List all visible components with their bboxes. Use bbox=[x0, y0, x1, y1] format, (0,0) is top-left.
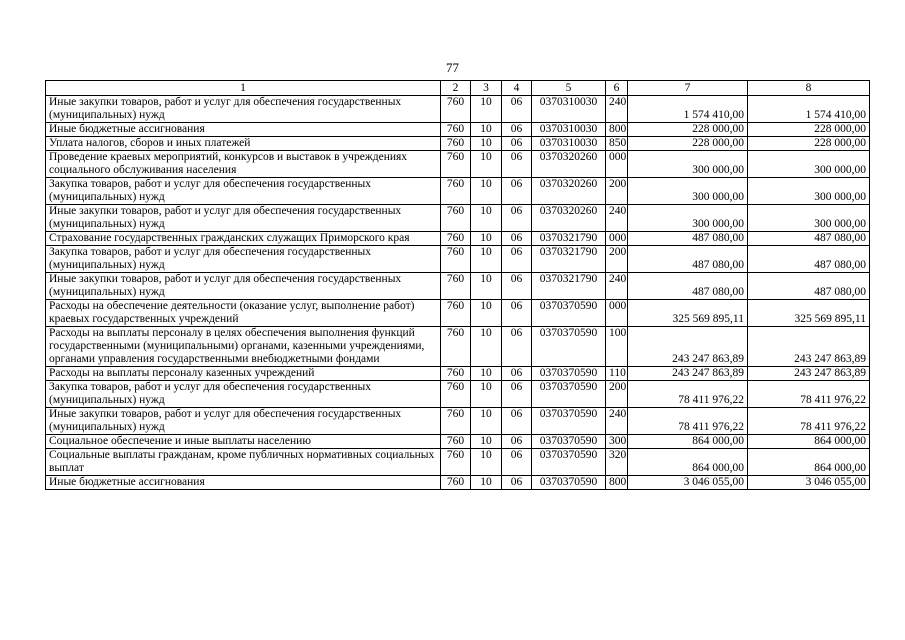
table-row bbox=[46, 205, 870, 232]
table-row bbox=[46, 367, 870, 381]
code-cell: 240 bbox=[606, 408, 628, 435]
code-cell: 800 bbox=[606, 123, 628, 137]
code-cell: 0370320260 bbox=[532, 178, 606, 205]
code-cell: 0370321790 bbox=[532, 273, 606, 300]
header-cell: 2 bbox=[441, 81, 471, 96]
code-cell: 760 bbox=[441, 449, 471, 476]
amount-cell: 325 569 895,11 bbox=[628, 300, 748, 327]
code-cell: 10 bbox=[471, 232, 502, 246]
code-cell: 760 bbox=[441, 408, 471, 435]
header-cell: 5 bbox=[532, 81, 606, 96]
code-cell: 06 bbox=[502, 246, 532, 273]
table-row bbox=[46, 232, 870, 246]
amount-cell: 487 080,00 bbox=[748, 273, 870, 300]
code-cell: 000 bbox=[606, 151, 628, 178]
code-cell: 06 bbox=[502, 96, 532, 123]
code-cell: 760 bbox=[441, 273, 471, 300]
table-row bbox=[46, 178, 870, 205]
code-cell: 10 bbox=[471, 381, 502, 408]
amount-cell: 864 000,00 bbox=[628, 449, 748, 476]
code-cell: 760 bbox=[441, 300, 471, 327]
amount-cell: 228 000,00 bbox=[628, 123, 748, 137]
amount-cell: 3 046 055,00 bbox=[628, 476, 748, 490]
code-cell: 850 bbox=[606, 137, 628, 151]
code-cell: 06 bbox=[502, 408, 532, 435]
table-row bbox=[46, 381, 870, 408]
code-cell: 10 bbox=[471, 273, 502, 300]
code-cell: 06 bbox=[502, 137, 532, 151]
row-name-cell: Иные закупки товаров, работ и услуг для обеспечения государственных (муниципальных) нужд bbox=[46, 273, 441, 300]
code-cell: 200 bbox=[606, 381, 628, 408]
amount-cell: 325 569 895,11 bbox=[748, 300, 870, 327]
code-cell: 06 bbox=[502, 381, 532, 408]
code-cell: 0370310030 bbox=[532, 123, 606, 137]
amount-cell: 487 080,00 bbox=[628, 273, 748, 300]
code-cell: 760 bbox=[441, 205, 471, 232]
header-cell: 7 bbox=[628, 81, 748, 96]
code-cell: 200 bbox=[606, 246, 628, 273]
code-cell: 760 bbox=[441, 123, 471, 137]
amount-cell: 243 247 863,89 bbox=[628, 327, 748, 367]
amount-cell: 300 000,00 bbox=[628, 178, 748, 205]
amount-cell: 864 000,00 bbox=[748, 449, 870, 476]
code-cell: 10 bbox=[471, 300, 502, 327]
amount-cell: 300 000,00 bbox=[748, 205, 870, 232]
row-name-cell: Закупка товаров, работ и услуг для обеспечения государственных (муниципальных) нужд bbox=[46, 178, 441, 205]
header-cell: 1 bbox=[46, 81, 441, 96]
table-row bbox=[46, 137, 870, 151]
code-cell: 240 bbox=[606, 273, 628, 300]
table-row bbox=[46, 123, 870, 137]
code-cell: 0370310030 bbox=[532, 137, 606, 151]
code-cell: 760 bbox=[441, 178, 471, 205]
code-cell: 240 bbox=[606, 205, 628, 232]
code-cell: 760 bbox=[441, 137, 471, 151]
code-cell: 06 bbox=[502, 123, 532, 137]
table-row bbox=[46, 476, 870, 490]
code-cell: 0370370590 bbox=[532, 300, 606, 327]
code-cell: 10 bbox=[471, 476, 502, 490]
code-cell: 0370370590 bbox=[532, 476, 606, 490]
table-row bbox=[46, 327, 870, 367]
row-name-cell: Закупка товаров, работ и услуг для обеспечения государственных (муниципальных) нужд bbox=[46, 246, 441, 273]
table-row bbox=[46, 449, 870, 476]
code-cell: 06 bbox=[502, 449, 532, 476]
amount-cell: 1 574 410,00 bbox=[628, 96, 748, 123]
page-number: 77 bbox=[446, 60, 459, 75]
amount-cell: 487 080,00 bbox=[628, 232, 748, 246]
amount-cell: 3 046 055,00 bbox=[748, 476, 870, 490]
amount-cell: 78 411 976,22 bbox=[748, 381, 870, 408]
row-name-cell: Иные закупки товаров, работ и услуг для обеспечения государственных (муниципальных) нужд bbox=[46, 408, 441, 435]
code-cell: 0370370590 bbox=[532, 367, 606, 381]
table-row bbox=[46, 96, 870, 123]
code-cell: 10 bbox=[471, 178, 502, 205]
code-cell: 0370321790 bbox=[532, 232, 606, 246]
code-cell: 0370370590 bbox=[532, 435, 606, 449]
code-cell: 760 bbox=[441, 476, 471, 490]
code-cell: 10 bbox=[471, 123, 502, 137]
table-row bbox=[46, 151, 870, 178]
code-cell: 10 bbox=[471, 367, 502, 381]
code-cell: 0370310030 bbox=[532, 96, 606, 123]
row-name-cell: Иные бюджетные ассигнования bbox=[46, 476, 441, 490]
amount-cell: 228 000,00 bbox=[748, 123, 870, 137]
amount-cell: 243 247 863,89 bbox=[748, 327, 870, 367]
code-cell: 10 bbox=[471, 151, 502, 178]
table-row bbox=[46, 246, 870, 273]
code-cell: 100 bbox=[606, 327, 628, 367]
amount-cell: 864 000,00 bbox=[748, 435, 870, 449]
amount-cell: 864 000,00 bbox=[628, 435, 748, 449]
code-cell: 06 bbox=[502, 367, 532, 381]
row-name-cell: Расходы на выплаты персоналу в целях обеспечения выполнения функций государственными (муниципальными) органами, казенными учреждениями, органами управления государственными внебюджетными фондами bbox=[46, 327, 441, 367]
code-cell: 10 bbox=[471, 449, 502, 476]
header-row bbox=[46, 81, 870, 96]
amount-cell: 300 000,00 bbox=[748, 178, 870, 205]
code-cell: 760 bbox=[441, 96, 471, 123]
amount-cell: 487 080,00 bbox=[748, 246, 870, 273]
table-row bbox=[46, 435, 870, 449]
budget-table bbox=[45, 80, 870, 490]
code-cell: 06 bbox=[502, 273, 532, 300]
code-cell: 000 bbox=[606, 300, 628, 327]
row-name-cell: Расходы на обеспечение деятельности (оказание услуг, выполнение работ) краевых государственных учреждений bbox=[46, 300, 441, 327]
amount-cell: 487 080,00 bbox=[748, 232, 870, 246]
code-cell: 10 bbox=[471, 205, 502, 232]
code-cell: 110 bbox=[606, 367, 628, 381]
code-cell: 760 bbox=[441, 435, 471, 449]
table-row bbox=[46, 408, 870, 435]
amount-cell: 243 247 863,89 bbox=[748, 367, 870, 381]
code-cell: 760 bbox=[441, 381, 471, 408]
amount-cell: 487 080,00 bbox=[628, 246, 748, 273]
amount-cell: 300 000,00 bbox=[748, 151, 870, 178]
amount-cell: 78 411 976,22 bbox=[628, 408, 748, 435]
amount-cell: 1 574 410,00 bbox=[748, 96, 870, 123]
code-cell: 760 bbox=[441, 367, 471, 381]
code-cell: 0370320260 bbox=[532, 205, 606, 232]
row-name-cell: Иные закупки товаров, работ и услуг для обеспечения государственных (муниципальных) нужд bbox=[46, 205, 441, 232]
code-cell: 0370370590 bbox=[532, 381, 606, 408]
table-row bbox=[46, 300, 870, 327]
row-name-cell: Проведение краевых мероприятий, конкурсов и выставок в учреждениях социального обслуживания населения bbox=[46, 151, 441, 178]
code-cell: 0370370590 bbox=[532, 327, 606, 367]
amount-cell: 78 411 976,22 bbox=[748, 408, 870, 435]
code-cell: 06 bbox=[502, 232, 532, 246]
code-cell: 10 bbox=[471, 246, 502, 273]
code-cell: 760 bbox=[441, 151, 471, 178]
code-cell: 06 bbox=[502, 205, 532, 232]
amount-cell: 228 000,00 bbox=[748, 137, 870, 151]
row-name-cell: Страхование государственных гражданских служащих Приморского края bbox=[46, 232, 441, 246]
code-cell: 760 bbox=[441, 246, 471, 273]
code-cell: 10 bbox=[471, 435, 502, 449]
code-cell: 240 bbox=[606, 96, 628, 123]
code-cell: 0370370590 bbox=[532, 449, 606, 476]
code-cell: 800 bbox=[606, 476, 628, 490]
code-cell: 0370370590 bbox=[532, 408, 606, 435]
row-name-cell: Социальное обеспечение и иные выплаты населению bbox=[46, 435, 441, 449]
code-cell: 760 bbox=[441, 327, 471, 367]
code-cell: 0370321790 bbox=[532, 246, 606, 273]
table-row bbox=[46, 273, 870, 300]
code-cell: 0370320260 bbox=[532, 151, 606, 178]
code-cell: 10 bbox=[471, 137, 502, 151]
header-cell: 6 bbox=[606, 81, 628, 96]
header-cell: 4 bbox=[502, 81, 532, 96]
code-cell: 06 bbox=[502, 435, 532, 449]
header-cell: 8 bbox=[748, 81, 870, 96]
code-cell: 320 bbox=[606, 449, 628, 476]
amount-cell: 243 247 863,89 bbox=[628, 367, 748, 381]
code-cell: 06 bbox=[502, 327, 532, 367]
code-cell: 06 bbox=[502, 178, 532, 205]
header-cell: 3 bbox=[471, 81, 502, 96]
row-name-cell: Социальные выплаты гражданам, кроме публичных нормативных социальных выплат bbox=[46, 449, 441, 476]
amount-cell: 300 000,00 bbox=[628, 205, 748, 232]
code-cell: 10 bbox=[471, 96, 502, 123]
code-cell: 06 bbox=[502, 151, 532, 178]
row-name-cell: Иные закупки товаров, работ и услуг для обеспечения государственных (муниципальных) нужд bbox=[46, 96, 441, 123]
code-cell: 300 bbox=[606, 435, 628, 449]
code-cell: 06 bbox=[502, 476, 532, 490]
code-cell: 10 bbox=[471, 327, 502, 367]
row-name-cell: Иные бюджетные ассигнования bbox=[46, 123, 441, 137]
amount-cell: 228 000,00 bbox=[628, 137, 748, 151]
amount-cell: 78 411 976,22 bbox=[628, 381, 748, 408]
amount-cell: 300 000,00 bbox=[628, 151, 748, 178]
code-cell: 06 bbox=[502, 300, 532, 327]
row-name-cell: Закупка товаров, работ и услуг для обеспечения государственных (муниципальных) нужд bbox=[46, 381, 441, 408]
code-cell: 200 bbox=[606, 178, 628, 205]
row-name-cell: Расходы на выплаты персоналу казенных учреждений bbox=[46, 367, 441, 381]
code-cell: 760 bbox=[441, 232, 471, 246]
code-cell: 000 bbox=[606, 232, 628, 246]
code-cell: 10 bbox=[471, 408, 502, 435]
row-name-cell: Уплата налогов, сборов и иных платежей bbox=[46, 137, 441, 151]
